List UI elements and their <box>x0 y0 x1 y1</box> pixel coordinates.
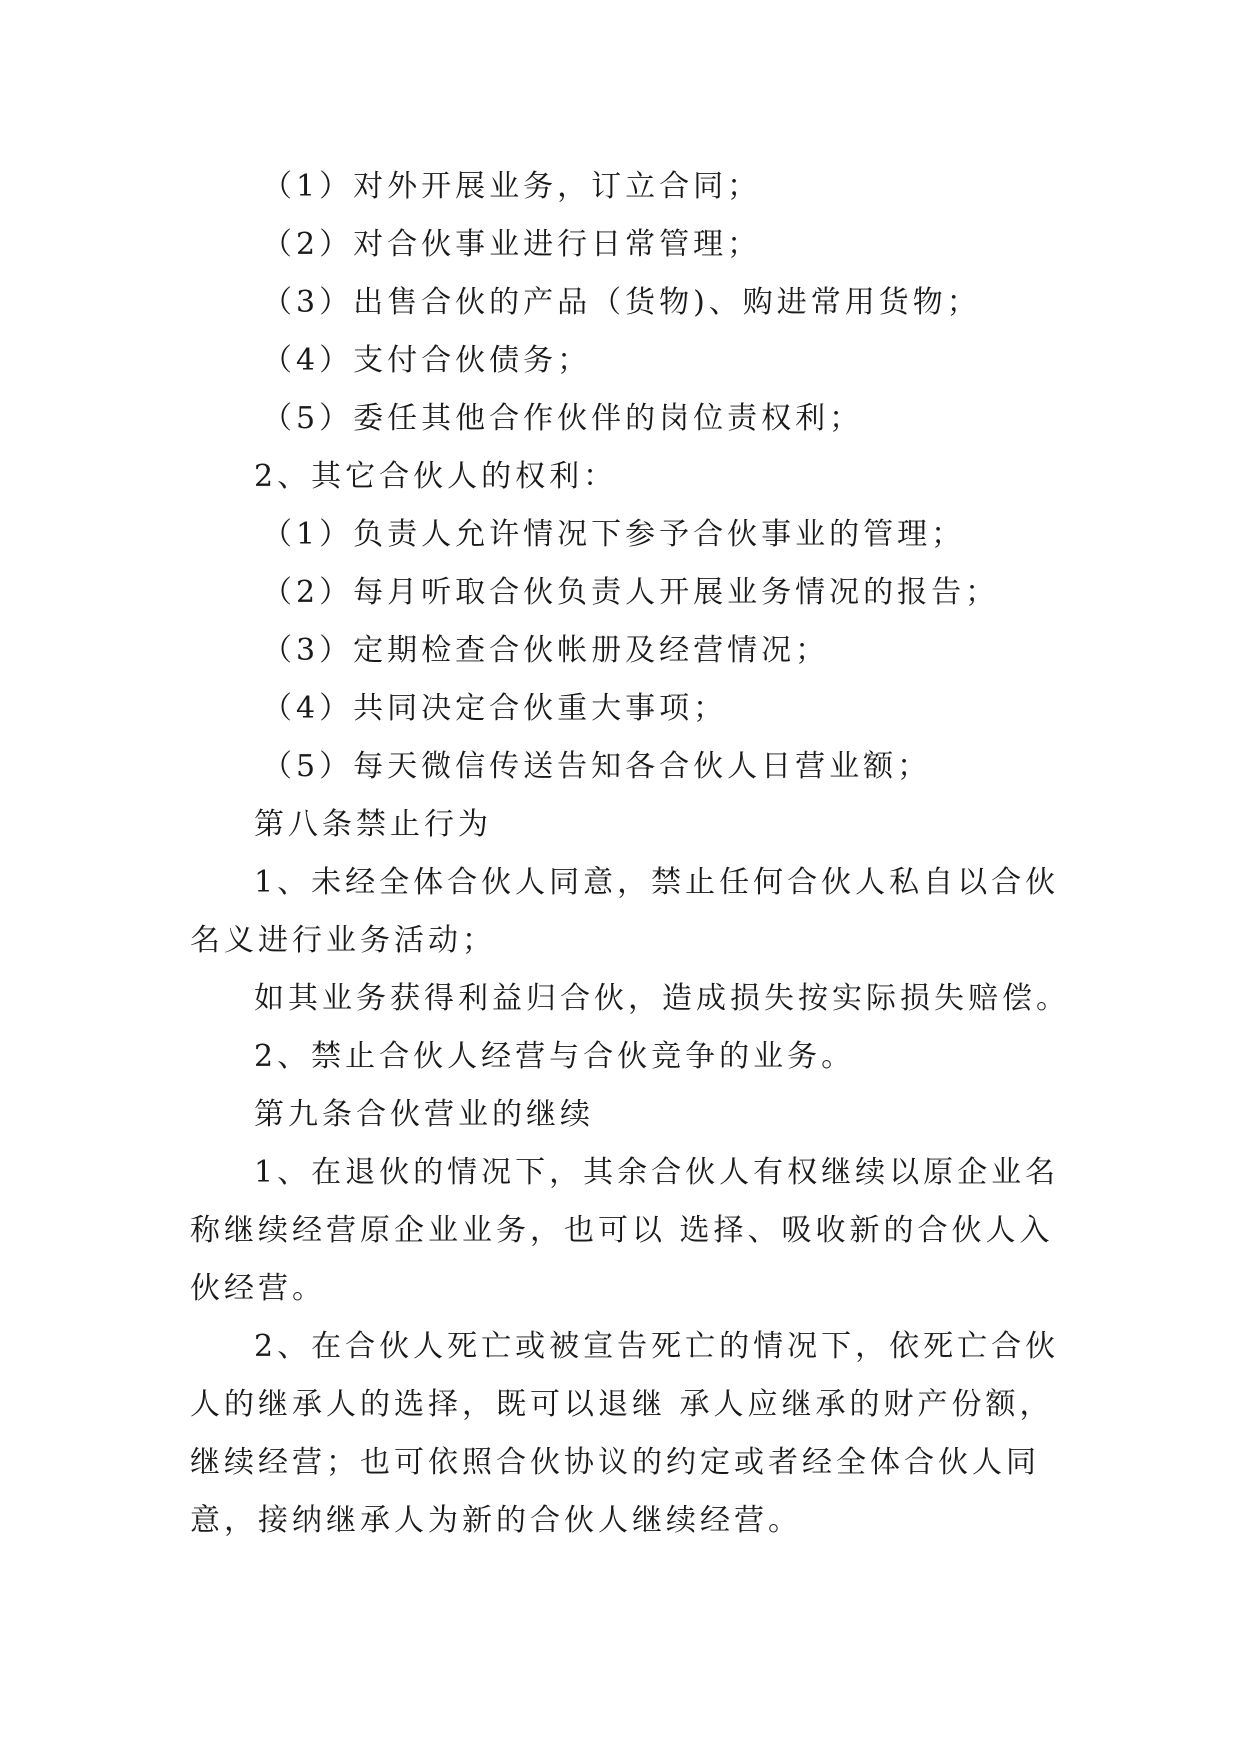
paragraph-line: 1、未经全体合伙人同意，禁止任何合伙人私自以合伙 <box>254 865 1060 900</box>
paragraph-line: 如其业务获得利益归合伙，造成损失按实际损失赔偿。 <box>254 981 1070 1016</box>
article-heading-8: 第八条禁止行为 <box>254 807 492 842</box>
paragraph-line: 2、禁止合伙人经营与合伙竞争的业务。 <box>254 1039 856 1074</box>
paragraph-line: 意，接纳继承人为新的合伙人继续经营。 <box>190 1503 802 1538</box>
list-item-manager-right-1: （1）对外开展业务，订立合同； <box>262 169 762 204</box>
article-heading-9: 第九条合伙营业的继续 <box>254 1097 594 1132</box>
paragraph-line: 人的继承人的选择，既可以退继 承人应继承的财产份额， <box>190 1387 1054 1422</box>
list-item-manager-right-5: （5）委任其他合作伙伴的岗位责权利； <box>262 401 864 436</box>
paragraph-line: 2、在合伙人死亡或被宣告死亡的情况下，依死亡合伙 <box>254 1329 1060 1364</box>
paragraph-line: 名义进行业务活动； <box>190 923 496 958</box>
paragraph-line: 伙经营。 <box>190 1271 326 1306</box>
list-item-manager-right-3: （3）出售合伙的产品（货物)、购进常用货物； <box>262 285 981 320</box>
paragraph-line: 1、在退伙的情况下，其余合伙人有权继续以原企业名 <box>254 1155 1060 1190</box>
document-body <box>190 158 1120 1550</box>
list-item-manager-right-2: （2）对合伙事业进行日常管理； <box>262 227 762 262</box>
section-heading-other-partner-rights: 2、其它合伙人的权利： <box>254 459 618 494</box>
list-item-partner-right-2: （2）每月听取合伙负责人开展业务情况的报告； <box>262 575 1000 610</box>
list-item-partner-right-3: （3）定期检查合伙帐册及经营情况； <box>262 633 830 668</box>
list-item-partner-right-5: （5）每天微信传送告知各合伙人日营业额； <box>262 749 932 784</box>
paragraph-line: 称继续经营原企业业务，也可以 选择、吸收新的合伙人入 <box>190 1213 1054 1248</box>
list-item-partner-right-4: （4）共同决定合伙重大事项； <box>262 691 728 726</box>
list-item-partner-right-1: （1）负责人允许情况下参予合伙事业的管理； <box>262 517 966 552</box>
paragraph-line: 继续经营；也可依照合伙协议的约定或者经全体合伙人同 <box>190 1445 1040 1480</box>
list-item-manager-right-4: （4）支付合伙债务； <box>262 343 592 378</box>
